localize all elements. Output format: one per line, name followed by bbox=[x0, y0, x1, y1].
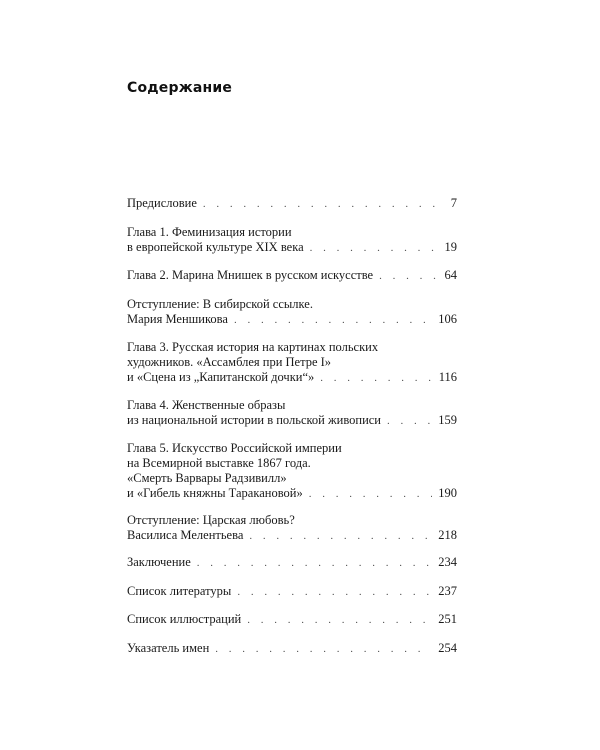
page-title: Содержание bbox=[127, 80, 233, 96]
toc-entry-index[interactable] bbox=[127, 641, 457, 657]
dot-leader bbox=[249, 529, 432, 544]
dot-leader bbox=[320, 371, 432, 386]
toc-entry-last-line bbox=[127, 641, 457, 657]
dot-leader bbox=[387, 414, 432, 429]
toc-entry-last-line bbox=[127, 584, 457, 600]
toc-entry-illustrations[interactable] bbox=[127, 612, 457, 628]
toc-page-number: 19 bbox=[444, 240, 457, 254]
dot-leader bbox=[237, 585, 432, 600]
toc-entry-last-line bbox=[127, 486, 457, 502]
dot-leader bbox=[310, 241, 437, 256]
toc-entry-title: в европейской культуре XIX века bbox=[127, 240, 304, 254]
toc-entry-preface[interactable] bbox=[127, 196, 457, 212]
toc-page-number: 190 bbox=[438, 486, 457, 500]
toc-page-number: 106 bbox=[438, 312, 457, 326]
toc-entry-last-line bbox=[127, 196, 457, 212]
toc-entry-title: и «Гибель княжны Таракановой» bbox=[127, 486, 303, 500]
toc-entry-line: Отступление: В сибирской ссылке. bbox=[127, 297, 313, 311]
toc-entry-line: Отступление: Царская любовь? bbox=[127, 513, 295, 527]
dot-leader bbox=[215, 642, 432, 657]
toc-entry-line: Глава 5. Искусство Российской империи bbox=[127, 441, 342, 455]
toc-entry-title: Мария Меншикова bbox=[127, 312, 228, 326]
toc-entry-last-line bbox=[127, 240, 457, 256]
toc-entry-title: и «Сцена из „Капитанской дочки“» bbox=[127, 370, 315, 384]
toc-page-number: 218 bbox=[438, 528, 457, 542]
toc-entry-bibliography[interactable] bbox=[127, 584, 457, 600]
dot-leader bbox=[197, 556, 433, 571]
toc-entry-title: Глава 2. Марина Мнишек в русском искусстве bbox=[127, 268, 374, 282]
toc-entry-line: Глава 4. Женственные образы bbox=[127, 398, 286, 412]
toc-entry-last-line bbox=[127, 312, 457, 328]
toc-entry-line: на Всемирной выставке 1867 года. bbox=[127, 456, 311, 470]
toc-page-number: 64 bbox=[444, 268, 457, 282]
toc-page-number: 254 bbox=[438, 641, 457, 655]
toc-page-number: 7 bbox=[450, 196, 457, 210]
toc-entry-title: Список литературы bbox=[127, 584, 232, 598]
toc-entry-last-line bbox=[127, 370, 457, 386]
toc-page-number: 116 bbox=[438, 370, 457, 384]
dot-leader bbox=[247, 613, 432, 628]
dot-leader bbox=[379, 269, 437, 284]
toc-entry-line: художников. «Ассамблея при Петре I» bbox=[127, 355, 332, 369]
toc-entry-last-line bbox=[127, 612, 457, 628]
dot-leader bbox=[234, 313, 432, 328]
toc-entry-last-line bbox=[127, 528, 457, 544]
dot-leader bbox=[203, 197, 437, 212]
toc-entry-chapter-1[interactable] bbox=[127, 225, 457, 256]
toc-page-number: 237 bbox=[438, 584, 457, 598]
dot-leader bbox=[309, 487, 433, 502]
toc-entry-last-line bbox=[127, 268, 457, 284]
toc-entry-title: Список иллюстраций bbox=[127, 612, 242, 626]
toc-entry-chapter-4[interactable] bbox=[127, 398, 457, 429]
toc-entry-digression-2[interactable] bbox=[127, 513, 457, 544]
toc-entry-line: «Смерть Варвары Радзивилл» bbox=[127, 471, 287, 485]
toc-entry-line: Глава 1. Феминизация истории bbox=[127, 225, 292, 239]
toc-page-number: 251 bbox=[438, 612, 457, 626]
toc-entry-title: Василиса Мелентьева bbox=[127, 528, 244, 542]
toc-page-number: 159 bbox=[438, 413, 457, 427]
toc-entry-chapter-3[interactable] bbox=[127, 340, 457, 386]
toc-entry-last-line bbox=[127, 555, 457, 571]
toc-entry-title: Предисловие bbox=[127, 196, 197, 210]
toc-page-number: 234 bbox=[438, 555, 457, 569]
toc-entry-digression-1[interactable] bbox=[127, 297, 457, 328]
toc-entry-title: Заключение bbox=[127, 555, 191, 569]
toc-entry-chapter-5[interactable] bbox=[127, 441, 457, 502]
toc-entry-chapter-2[interactable] bbox=[127, 268, 457, 284]
toc-entry-last-line bbox=[127, 413, 457, 429]
toc-entry-title: из национальной истории в польской живописи bbox=[127, 413, 381, 427]
toc-entry-conclusion[interactable] bbox=[127, 555, 457, 571]
toc-entry-line: Глава 3. Русская история на картинах польских bbox=[127, 340, 379, 354]
toc-entry-title: Указатель имен bbox=[127, 641, 210, 655]
